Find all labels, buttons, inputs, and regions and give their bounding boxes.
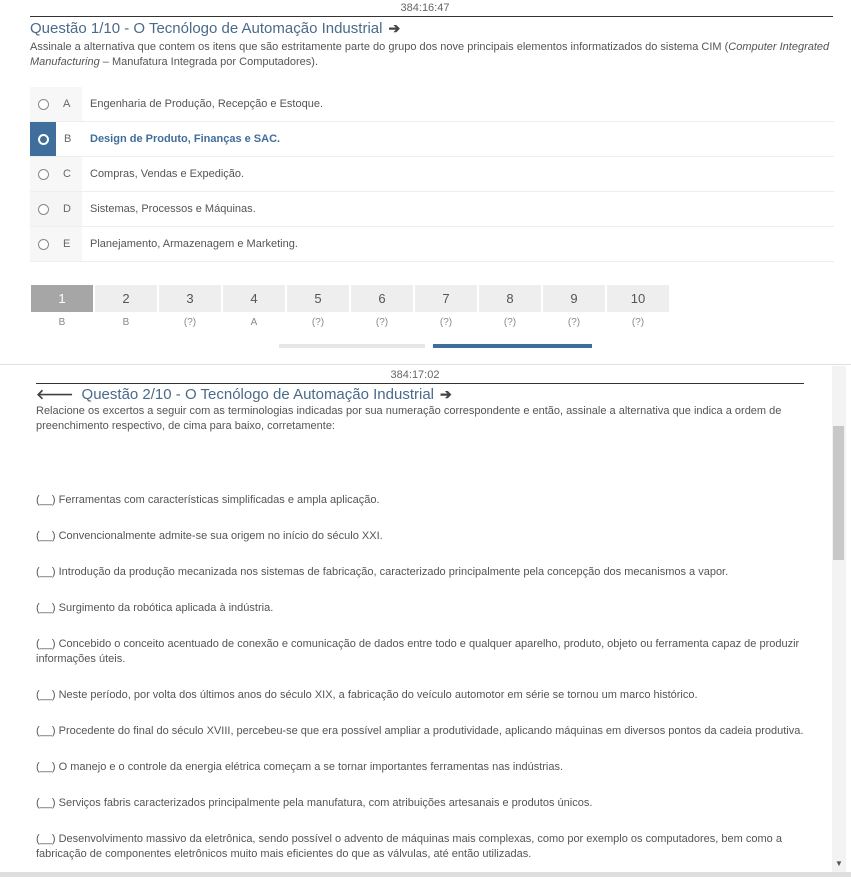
pager-item-2[interactable]: [95, 285, 157, 328]
option-a[interactable]: [30, 87, 834, 122]
option-letter: D: [63, 203, 71, 215]
pager-number[interactable]: 9: [543, 285, 605, 312]
arrow-right-icon[interactable]: ➔: [440, 386, 452, 402]
pager-answer: B: [58, 317, 66, 328]
radio-icon[interactable]: [38, 239, 49, 250]
option-text: Engenharia de Produção, Recepção e Estoque.: [90, 98, 323, 110]
pager-answer: B: [122, 317, 130, 328]
pager-number[interactable]: 10: [607, 285, 669, 312]
answer-options: [30, 87, 834, 262]
question-prompt-q1: [30, 40, 830, 70]
option-letter: C: [63, 168, 71, 180]
pager-number[interactable]: 5: [287, 285, 349, 312]
pager-answer: (?): [503, 317, 517, 328]
list-item: (__) Convencionalmente admite-se sua origem no início do século XXI.: [36, 530, 383, 542]
list-item: (__) Surgimento da robótica aplicada à indústria.: [36, 602, 274, 614]
bottom-toolbar: [0, 872, 851, 877]
option-b[interactable]: [30, 122, 834, 157]
pager-number[interactable]: 4: [223, 285, 285, 312]
panel-divider: [0, 364, 851, 365]
pager-number[interactable]: 1: [31, 285, 93, 312]
option-text: Compras, Vendas e Expedição.: [90, 168, 245, 180]
option-c[interactable]: [30, 157, 834, 192]
prompt-part: Assinale a alternativa que contem os itens que são estritamente parte do grupo dos nove principais elementos informatizados do sistema CIM (: [30, 41, 729, 53]
pager-answer: (?): [439, 317, 453, 328]
pager-item-9[interactable]: [543, 285, 605, 328]
option-text: Planejamento, Armazenagem e Marketing.: [90, 238, 298, 250]
pager-item-3[interactable]: [159, 285, 221, 328]
question-title-q1: [30, 20, 400, 37]
scrollbar-thumb[interactable]: [833, 426, 844, 560]
list-item: (__) Introdução da produção mecanizada nos sistemas de fabricação, caracterizado principalmente pela concepção dos mecanismos a vapor.: [36, 566, 729, 578]
option-text: Design de Produto, Finanças e SAC.: [90, 133, 281, 145]
prompt-italic: Computer Integrated Manufacturing: [30, 41, 830, 68]
list-item: (__) O manejo e o controle da energia elétrica começam a se tornar importantes ferramentas nas indústrias.: [36, 761, 564, 773]
pager-number[interactable]: 7: [415, 285, 477, 312]
option-d[interactable]: [30, 192, 834, 227]
pager-number[interactable]: 6: [351, 285, 413, 312]
pager-item-4[interactable]: [223, 285, 285, 328]
pager-number[interactable]: 8: [479, 285, 541, 312]
progress-track: [279, 344, 425, 348]
question-title-text: Questão 2/10 - O Tecnólogo de Automação Industrial: [81, 386, 434, 403]
pager-answer: (?): [375, 317, 389, 328]
statement-list: [36, 493, 808, 883]
pager-item-5[interactable]: [287, 285, 349, 328]
pager-item-1[interactable]: [31, 285, 93, 328]
option-text: Sistemas, Processos e Máquinas.: [90, 203, 256, 215]
question-pager: [31, 285, 671, 328]
question-title-q2: [36, 386, 452, 403]
arrow-left-icon[interactable]: 🡐: [36, 386, 74, 402]
radio-icon[interactable]: [38, 204, 49, 215]
pager-answer: A: [250, 317, 258, 328]
pager-number[interactable]: 2: [95, 285, 157, 312]
timer-q2: 384:17:02: [390, 369, 440, 381]
header-rule-q2: [36, 383, 804, 384]
scroll-down-icon[interactable]: ▼: [835, 859, 843, 868]
pager-number[interactable]: 3: [159, 285, 221, 312]
question-title-text: Questão 1/10 - O Tecnólogo de Automação Industrial: [30, 20, 383, 37]
radio-icon[interactable]: [38, 99, 49, 110]
arrow-right-icon[interactable]: ➔: [388, 20, 401, 36]
question-prompt-q2: Relacione os excertos a seguir com as terminologias indicadas por sua numeração correspondente e então, assinale a alternativa que indica a ordem de preenchimento respectivo, de cima para baixo, corretamente:: [36, 405, 782, 432]
pager-item-8[interactable]: [479, 285, 541, 328]
progress-indicator: [433, 344, 592, 348]
list-item: (__) Serviços fabris caracterizados principalmente pela manufatura, com atribuições artesanais e produtos únicos.: [36, 797, 593, 809]
list-item: (__) Concebido o conceito acentuado de conexão e comunicação de dados entre todo e qualquer aparelho, produto, objeto ou ferramenta capaz de produzir informações úteis.: [36, 638, 800, 665]
pager-answer: (?): [183, 317, 197, 328]
pager-item-6[interactable]: [351, 285, 413, 328]
radio-icon[interactable]: [38, 134, 49, 145]
list-item: (__) Ferramentas com características simplificadas e ampla aplicação.: [36, 494, 380, 506]
prompt-part: – Manufatura Integrada por Computadores).: [99, 56, 319, 68]
timer-q1: 384:16:47: [400, 2, 450, 14]
pager-answer: (?): [631, 317, 645, 328]
pager-answer: (?): [567, 317, 581, 328]
list-item: (__) Neste período, por volta dos últimos anos do século XIX, a fabricação do veículo automotor em série se tornou um marco histórico.: [36, 689, 698, 701]
option-letter: A: [63, 98, 71, 110]
option-letter: B: [64, 133, 72, 145]
option-e[interactable]: [30, 227, 834, 262]
radio-icon[interactable]: [38, 169, 49, 180]
pager-item-10[interactable]: [607, 285, 669, 328]
pager-answer: (?): [311, 317, 325, 328]
option-letter: E: [63, 238, 71, 250]
list-item: (__) Desenvolvimento massivo da eletrônica, sendo possível o advento de máquinas mais complexas, como por exemplo os computadores, bem como a fabricação de componentes eletrônicos muito mais eficientes do que as válvulas, até então utilizadas.: [36, 833, 782, 860]
pager-item-7[interactable]: [415, 285, 477, 328]
header-rule-q1: [30, 16, 833, 17]
list-item: (__) Procedente do final do século XVIII, percebeu-se que era possível ampliar a produtividade, aplicando máquinas em diversos pontos da cadeia produtiva.: [36, 725, 804, 737]
